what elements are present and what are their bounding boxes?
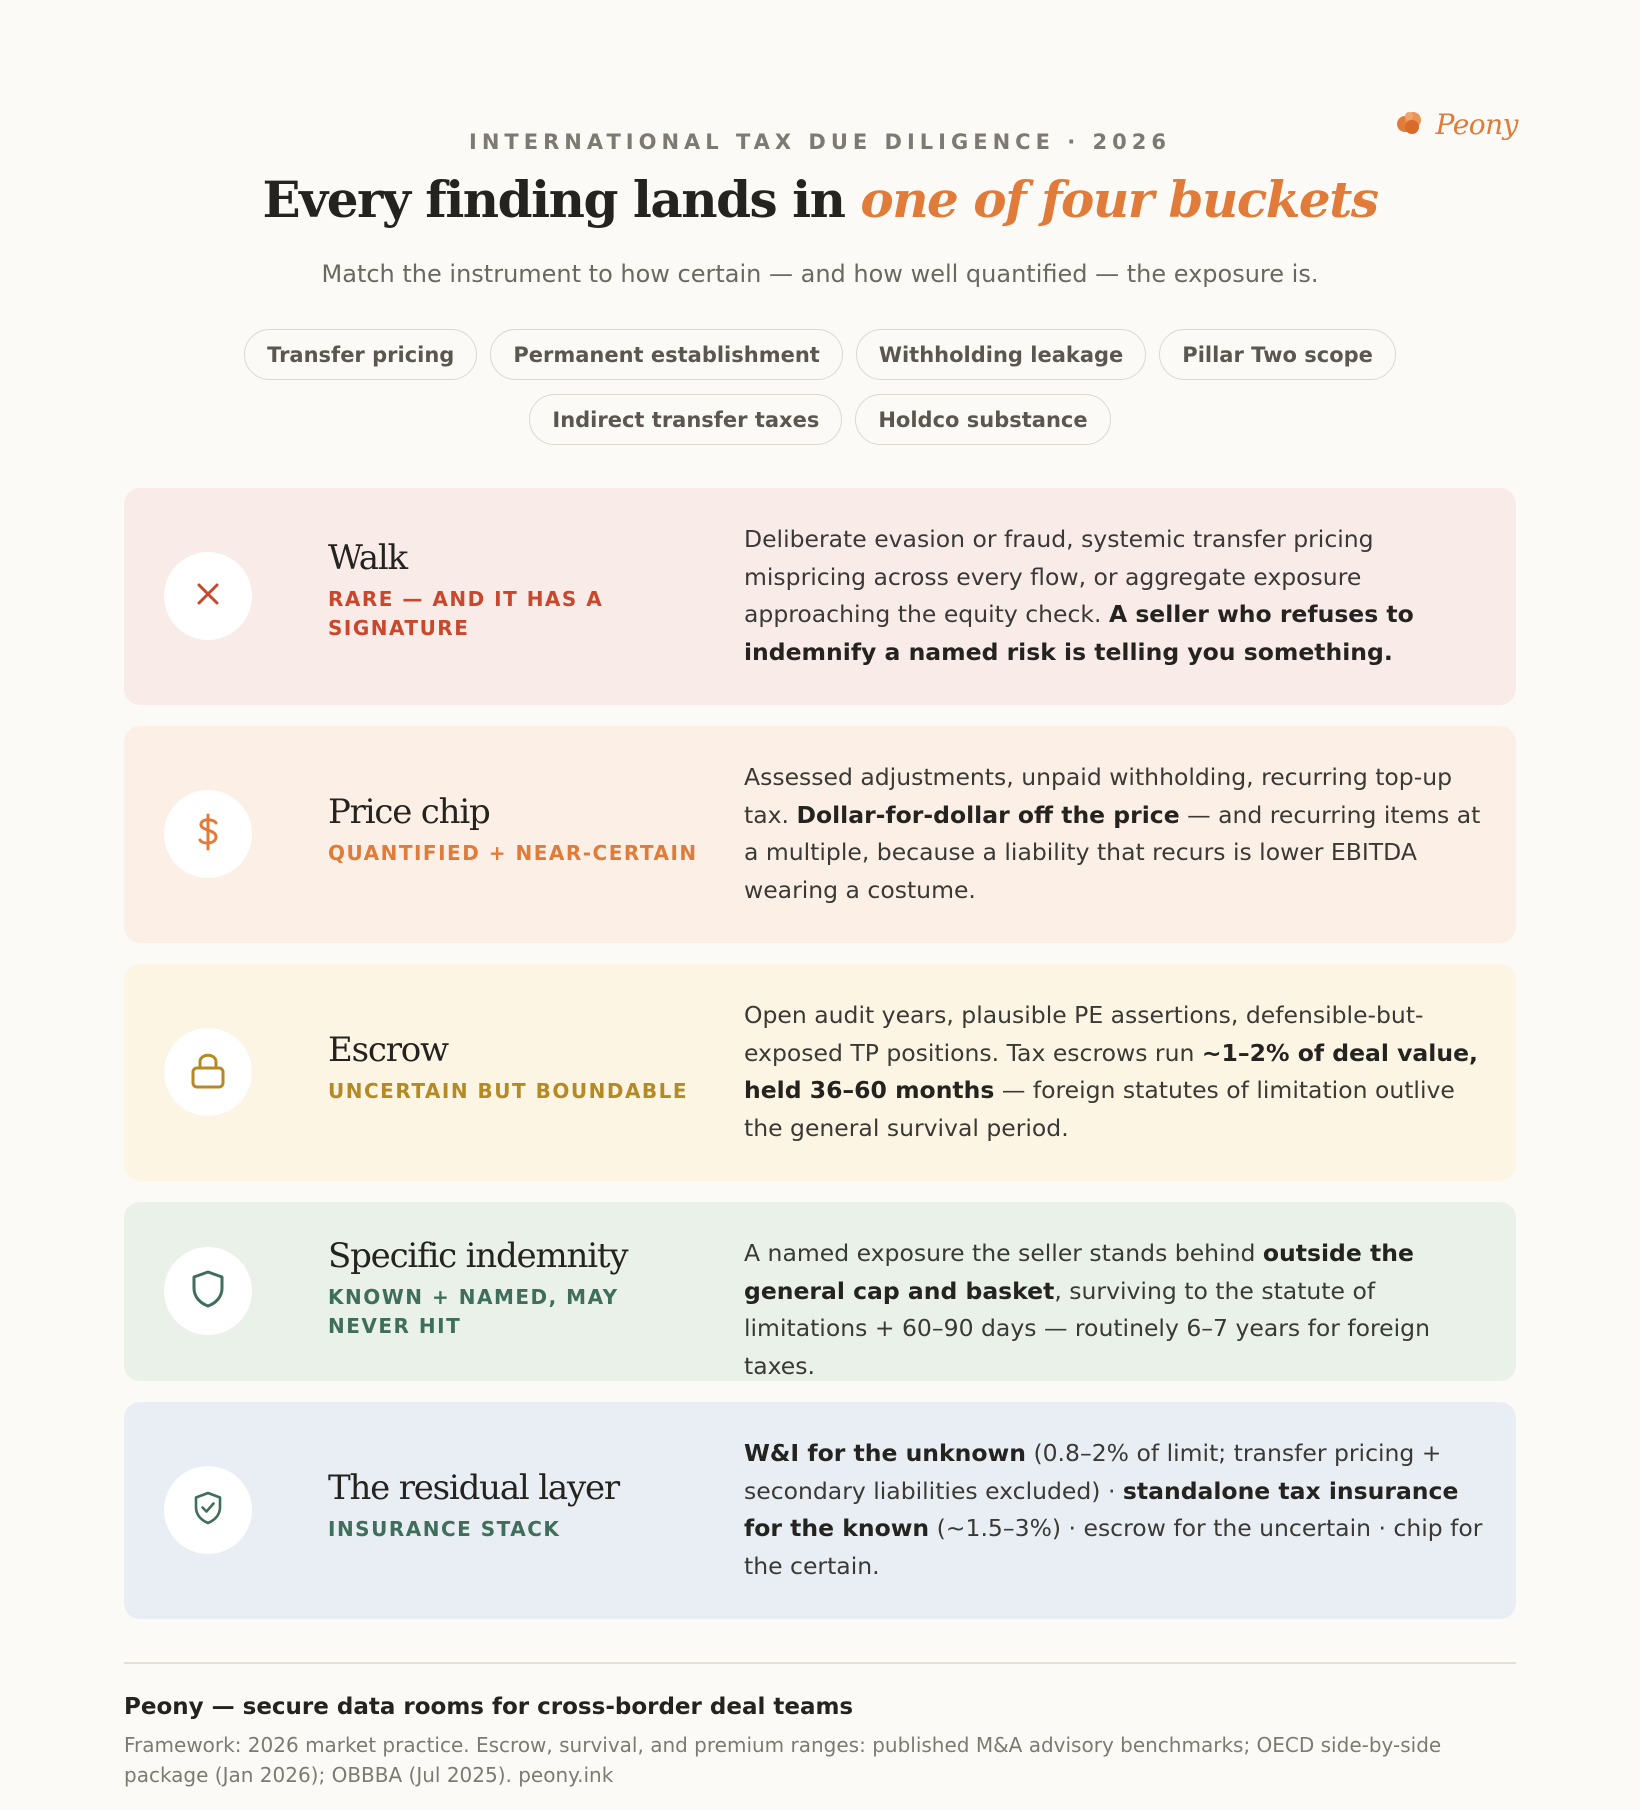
footer-note: Framework: 2026 market practice. Escrow, survival, and premium ranges: published M&A advisory benchmarks; OECD side-by-side package (Jan 2026); OBBBA (Jul 2025). peony.ink — [124, 1733, 1442, 1787]
description-emphasis: W&I for the unknown — [744, 1439, 1026, 1467]
chip-indirect-transfer-taxes[interactable]: Indirect transfer taxes — [529, 394, 842, 445]
page-title — [0, 170, 1640, 229]
bucket-name: The residual layer — [328, 1468, 619, 1508]
description-emphasis: ~1–2% of deal value, held 36–60 months — [744, 1038, 1478, 1104]
bucket-card-walk — [124, 488, 1516, 705]
escrow-icon-circle — [164, 1028, 252, 1116]
indemnity-icon-circle — [164, 1247, 252, 1335]
brand-name: Peony — [1435, 108, 1518, 141]
chip-permanent-establishment[interactable]: Permanent establishment — [490, 329, 842, 380]
bucket-tag: UNCERTAIN BUT BOUNDABLE — [328, 1078, 689, 1103]
description-text: (0.8–2% of limit; transfer pricing + secondary liabilities excluded) · — [744, 1439, 1442, 1505]
shield-icon — [190, 1269, 226, 1313]
bucket-description — [744, 997, 1484, 1147]
bucket-description — [744, 1435, 1484, 1585]
description-text: (~1.5–3%) · escrow for the uncertain · chip for the certain. — [744, 1514, 1483, 1580]
bucket-tag: QUANTIFIED + NEAR-CERTAIN — [328, 840, 698, 865]
footer-divider — [124, 1662, 1516, 1664]
price-chip-icon-circle — [164, 790, 252, 878]
bucket-name: Walk — [328, 538, 407, 578]
bucket-name: Specific indemnity — [328, 1236, 628, 1276]
description-text: A named exposure the seller stands behind — [744, 1239, 1263, 1267]
bucket-description — [744, 1235, 1484, 1385]
close-x-icon — [192, 578, 224, 614]
chip-holdco-substance[interactable]: Holdco substance — [855, 394, 1110, 445]
description-emphasis: standalone tax insurance for the known — [744, 1476, 1459, 1542]
bucket-description — [744, 759, 1484, 909]
description-text: — foreign statutes of limitation outlive the general survival period. — [744, 1076, 1455, 1142]
topic-chips — [124, 329, 1516, 445]
bucket-tag: KNOWN + NAMED, MAY NEVER HIT — [328, 1284, 619, 1338]
walk-icon-circle — [164, 552, 252, 640]
bucket-name: Escrow — [328, 1030, 448, 1070]
bucket-card-specific-indemnity — [124, 1202, 1516, 1381]
residual-icon-circle — [164, 1466, 252, 1554]
indemnity-heading — [328, 1236, 708, 1341]
title-main: Every finding lands in — [262, 170, 861, 229]
dollar-icon — [192, 812, 224, 856]
title-accent: one of four buckets — [860, 170, 1378, 229]
description-text: Deliberate evasion or fraud, systemic transfer pricing mispricing across every flow, or aggregate exposure approaching the equity check. — [744, 525, 1374, 628]
bucket-tag: INSURANCE STACK — [328, 1516, 561, 1541]
footer-title: Peony — secure data rooms for cross-border deal teams — [124, 1694, 854, 1720]
bucket-card-escrow — [124, 964, 1516, 1181]
description-emphasis: outside the general cap and basket — [744, 1239, 1414, 1305]
eyebrow-label: INTERNATIONAL TAX DUE DILIGENCE · 2026 — [469, 130, 1171, 154]
price-chip-heading — [328, 792, 708, 868]
residual-heading — [328, 1468, 708, 1544]
description-text: Open audit years, plausible PE assertions, defensible-but-exposed TP positions. Tax escrows run — [744, 1001, 1424, 1067]
bucket-description — [744, 521, 1484, 671]
walk-heading — [328, 538, 708, 643]
description-emphasis: A seller who refuses to indemnify a named risk is telling you something. — [744, 600, 1414, 666]
description-emphasis: Dollar-for-dollar off the price — [796, 800, 1180, 829]
lock-icon — [189, 1050, 227, 1094]
page-subtitle: Match the instrument to how certain — and how well quantified — the exposure is. — [321, 260, 1319, 288]
bucket-tag: RARE — AND IT HAS A SIGNATURE — [328, 586, 604, 640]
description-text: — and recurring items at a multiple, because a liability that recurs is lower EBITDA wearing a costume. — [744, 800, 1481, 904]
chip-transfer-pricing[interactable]: Transfer pricing — [244, 329, 477, 380]
description-text: , surviving to the statute of limitations + 60–90 days — routinely 6–7 years for foreign taxes. — [744, 1276, 1430, 1380]
chip-pillar-two-scope[interactable]: Pillar Two scope — [1159, 329, 1396, 380]
shield-check-icon — [192, 1490, 224, 1530]
escrow-heading — [328, 1030, 708, 1106]
bucket-name: Price chip — [328, 792, 490, 832]
chip-withholding-leakage[interactable]: Withholding leakage — [856, 329, 1146, 380]
bucket-card-price-chip — [124, 726, 1516, 943]
bucket-card-residual-layer — [124, 1402, 1516, 1619]
description-text: Assessed adjustments, unpaid withholding, recurring top-up tax. — [744, 763, 1453, 829]
